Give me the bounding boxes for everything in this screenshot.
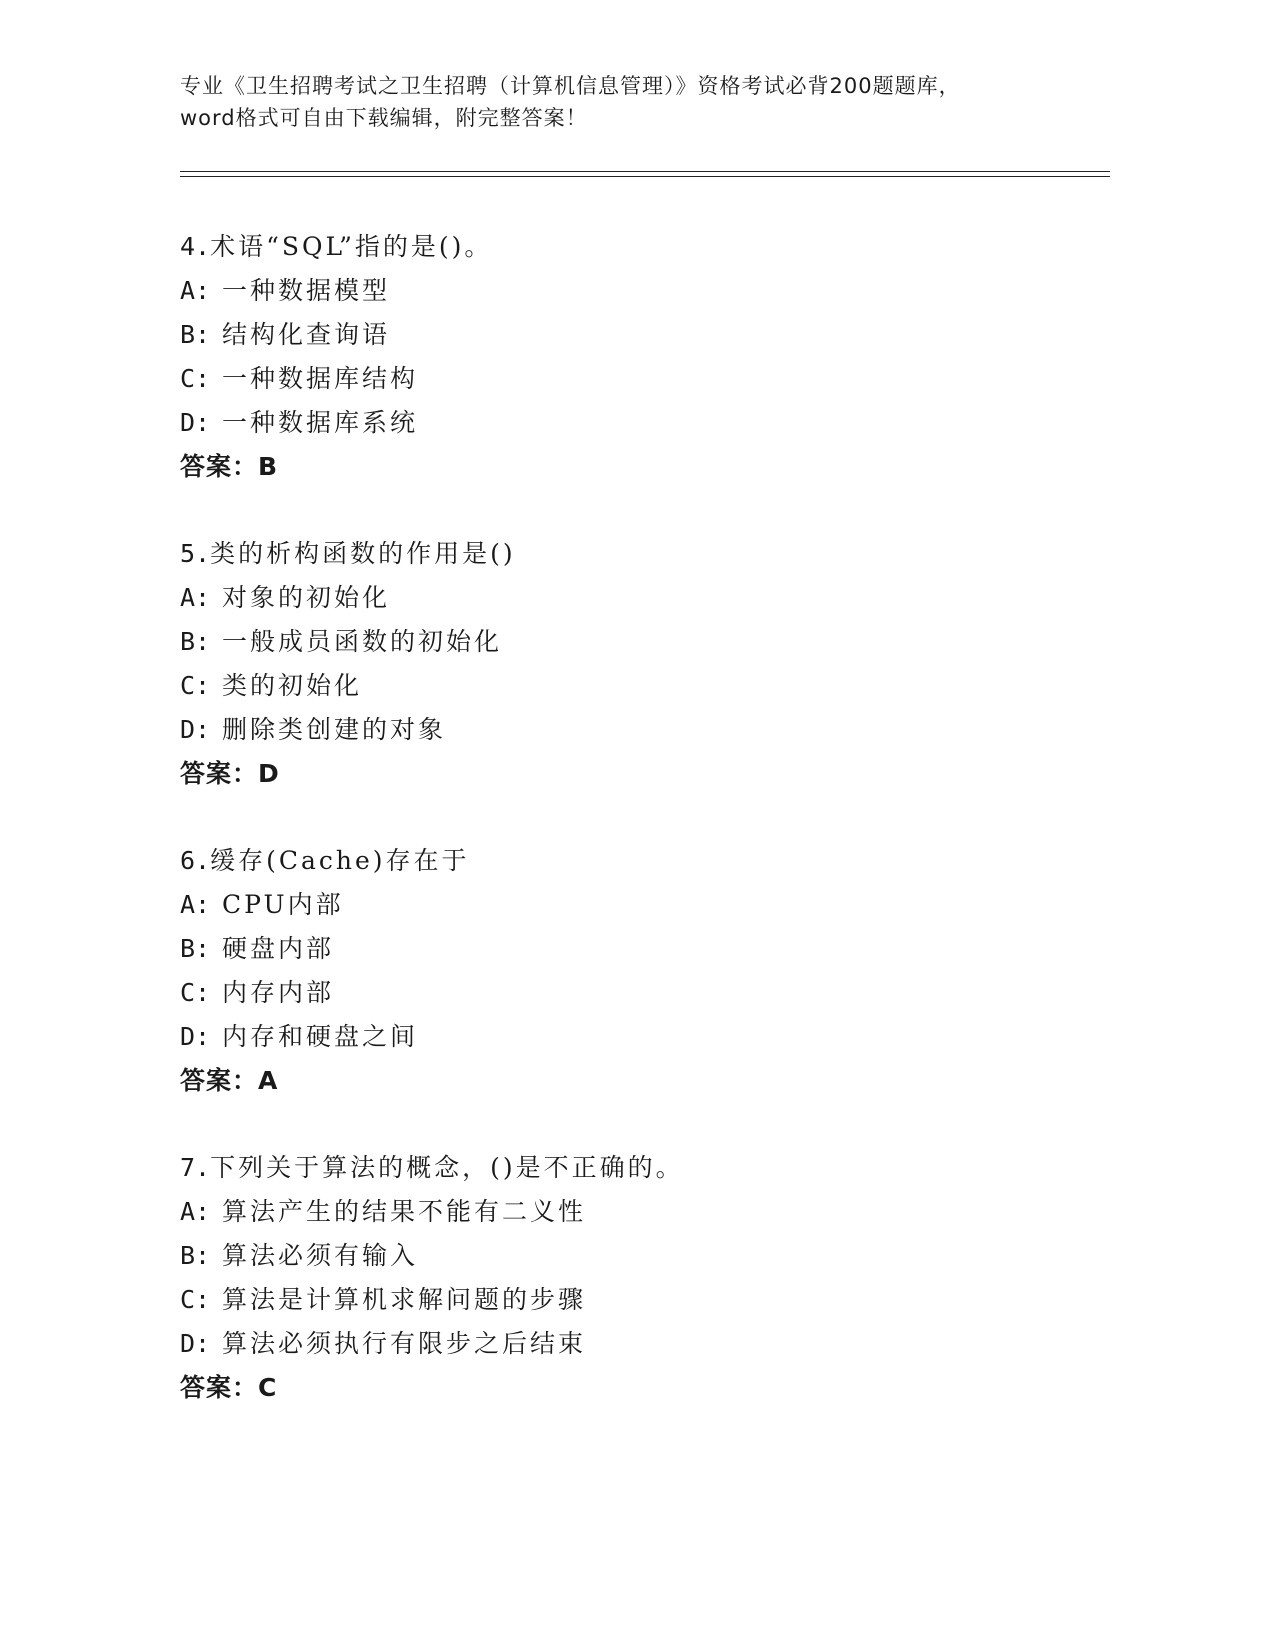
option-a xyxy=(180,883,1110,927)
question-6 xyxy=(180,839,1110,1103)
option-text: 算法产生的结果不能有二义性 xyxy=(222,1197,587,1226)
question-list xyxy=(180,225,1110,1410)
option-a xyxy=(180,576,1110,620)
option-a xyxy=(180,269,1110,313)
question-7 xyxy=(180,1146,1110,1410)
question-stem xyxy=(180,839,1110,883)
answer-line: 答案：D xyxy=(180,759,280,788)
option-key: B: xyxy=(180,320,211,349)
question-text: 类的析构函数的作用是() xyxy=(210,539,516,568)
question-text: 缓存(Cache)存在于 xyxy=(210,846,470,875)
question-text: 下列关于算法的概念，()是不正确的。 xyxy=(210,1153,684,1182)
option-text: 一种数据模型 xyxy=(222,276,391,305)
option-text: 内存内部 xyxy=(222,978,335,1007)
answer-line: 答案：C xyxy=(180,1373,278,1402)
question-number: 7. xyxy=(180,1153,211,1182)
option-a xyxy=(180,1190,1110,1234)
question-stem xyxy=(180,1146,1110,1190)
option-key: C: xyxy=(180,671,211,700)
question-stem xyxy=(180,532,1110,576)
option-key: D: xyxy=(180,408,211,437)
option-c xyxy=(180,357,1110,401)
option-text: 算法必须执行有限步之后结束 xyxy=(222,1329,587,1358)
option-key: B: xyxy=(180,1241,211,1270)
header-line-2: word格式可自由下载编辑，附完整答案！ xyxy=(180,106,588,130)
option-d xyxy=(180,1322,1110,1366)
option-text: 内存和硬盘之间 xyxy=(222,1022,419,1051)
question-number: 4. xyxy=(180,232,211,261)
option-d xyxy=(180,401,1110,445)
option-d xyxy=(180,1015,1110,1059)
answer-line: 答案：A xyxy=(180,1066,279,1095)
option-key: B: xyxy=(180,934,211,963)
option-text: 一般成员函数的初始化 xyxy=(222,627,503,656)
option-key: D: xyxy=(180,1022,211,1051)
question-stem xyxy=(180,225,1110,269)
option-key: C: xyxy=(180,364,211,393)
option-c xyxy=(180,1278,1110,1322)
header-divider-bottom xyxy=(180,176,1110,177)
option-key: A: xyxy=(180,583,211,612)
option-d xyxy=(180,708,1110,752)
option-c xyxy=(180,971,1110,1015)
option-key: A: xyxy=(180,890,211,919)
header-divider-top xyxy=(180,171,1110,172)
option-text: 结构化查询语 xyxy=(222,320,391,349)
option-b xyxy=(180,1234,1110,1278)
option-text: 一种数据库结构 xyxy=(222,364,419,393)
option-key: A: xyxy=(180,276,211,305)
question-5 xyxy=(180,532,1110,796)
header-line-1: 专业《卫生招聘考试之卫生招聘（计算机信息管理）》资格考试必背200题题库， xyxy=(180,74,961,98)
option-key: D: xyxy=(180,715,211,744)
document-header xyxy=(180,70,1110,134)
option-text: 一种数据库系统 xyxy=(222,408,419,437)
option-text: 对象的初始化 xyxy=(222,583,391,612)
option-text: 类的初始化 xyxy=(222,671,363,700)
option-key: C: xyxy=(180,978,211,1007)
question-text: 术语“SQL”指的是()。 xyxy=(210,232,493,261)
option-b xyxy=(180,620,1110,664)
option-key: B: xyxy=(180,627,211,656)
option-key: D: xyxy=(180,1329,211,1358)
option-text: 删除类创建的对象 xyxy=(222,715,447,744)
question-4 xyxy=(180,225,1110,489)
option-b xyxy=(180,927,1110,971)
option-c xyxy=(180,664,1110,708)
option-text: CPU内部 xyxy=(222,890,344,919)
option-b xyxy=(180,313,1110,357)
option-key: C: xyxy=(180,1285,211,1314)
question-number: 5. xyxy=(180,539,211,568)
option-key: A: xyxy=(180,1197,211,1226)
option-text: 算法是计算机求解问题的步骤 xyxy=(222,1285,587,1314)
question-number: 6. xyxy=(180,846,211,875)
option-text: 硬盘内部 xyxy=(222,934,335,963)
option-text: 算法必须有输入 xyxy=(222,1241,419,1270)
answer-line: 答案：B xyxy=(180,452,279,481)
